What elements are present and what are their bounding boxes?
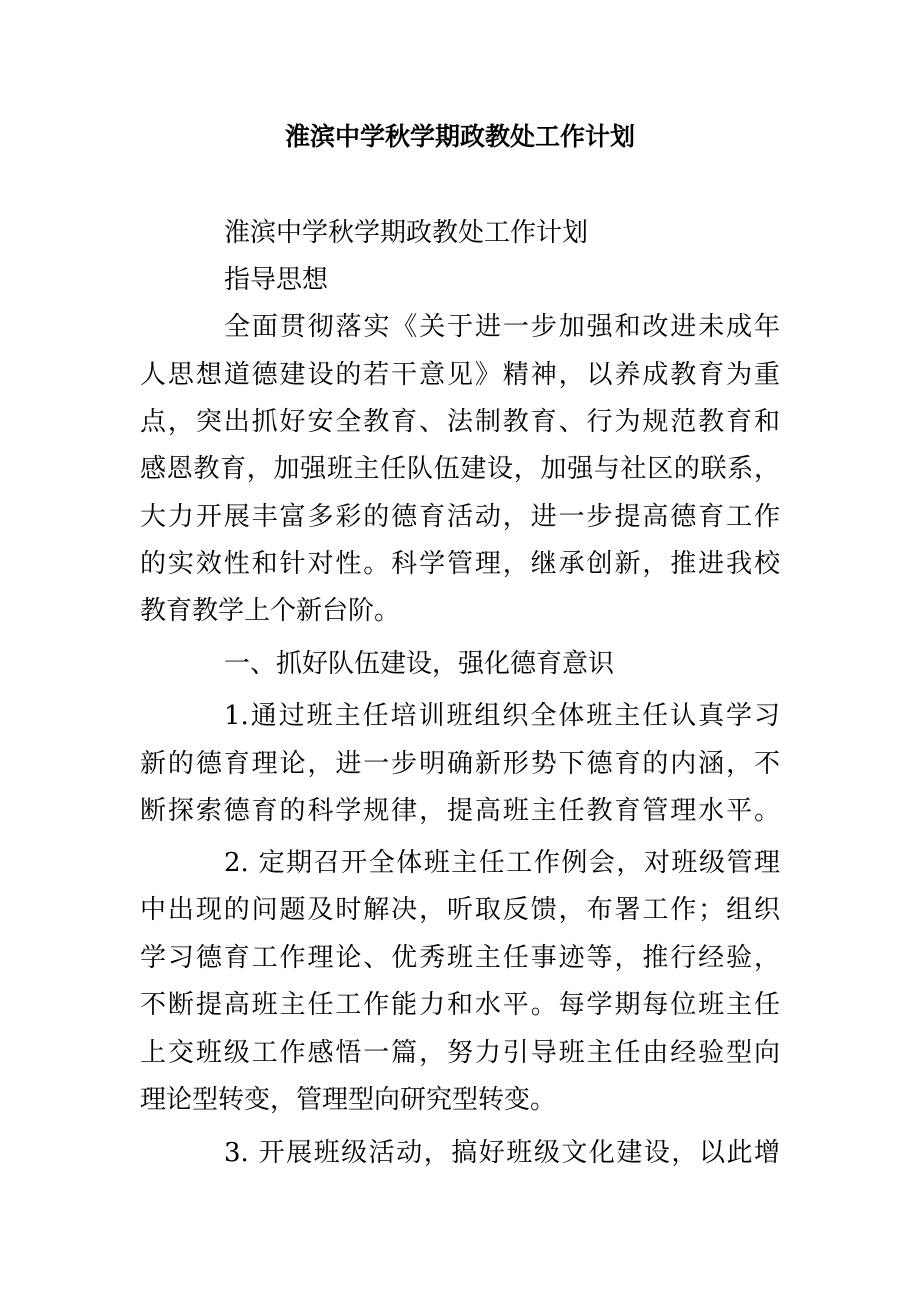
text-line: 的实效性和针对性。科学管理，继承创新，推进我校	[140, 549, 780, 579]
text-line: 人思想道德建设的若干意见》精神，以养成教育为重	[140, 360, 780, 390]
text-line: 感恩教育，加强班主任队伍建设，加强与社区的联系，	[140, 454, 780, 484]
text-line: 指导思想	[224, 265, 329, 295]
text-line: 点，突出抓好安全教育、法制教育、行为规范教育和	[140, 407, 780, 437]
text-line: 教育教学上个新台阶。	[140, 596, 401, 626]
text-line: 3. 开展班级活动，搞好班级文化建设，以此增	[224, 1138, 780, 1168]
text-line: 上交班级工作感悟一篇，努力引导班主任由经验型向	[140, 1038, 780, 1068]
text-line: 淮滨中学秋学期政教处工作计划	[224, 218, 589, 248]
text-line: 大力开展丰富多彩的德育活动，进一步提高德育工作	[140, 502, 780, 532]
text-line: 理论型转变，管理型向研究型转变。	[140, 1085, 557, 1115]
document-title: 淮滨中学秋学期政教处工作计划	[284, 122, 635, 151]
text-line: 学习德育工作理论、优秀班主任事迹等，推行经验，	[140, 943, 780, 973]
text-line: 中出现的问题及时解决，听取反馈，布署工作；组织	[140, 895, 780, 925]
text-line: 1.通过班主任培训班组织全体班主任认真学习	[224, 701, 780, 731]
text-line: 全面贯彻落实《关于进一步加强和改进未成年	[224, 312, 780, 342]
text-line: 断探索德育的科学规律，提高班主任教育管理水平。	[140, 796, 780, 826]
text-line: 一、抓好队伍建设，强化德育意识	[224, 649, 615, 679]
text-line: 不断提高班主任工作能力和水平。每学期每位班主任	[140, 990, 780, 1020]
text-line: 新的德育理论，进一步明确新形势下德育的内涵，不	[140, 749, 780, 779]
text-line: 2. 定期召开全体班主任工作例会，对班级管理	[224, 848, 780, 878]
